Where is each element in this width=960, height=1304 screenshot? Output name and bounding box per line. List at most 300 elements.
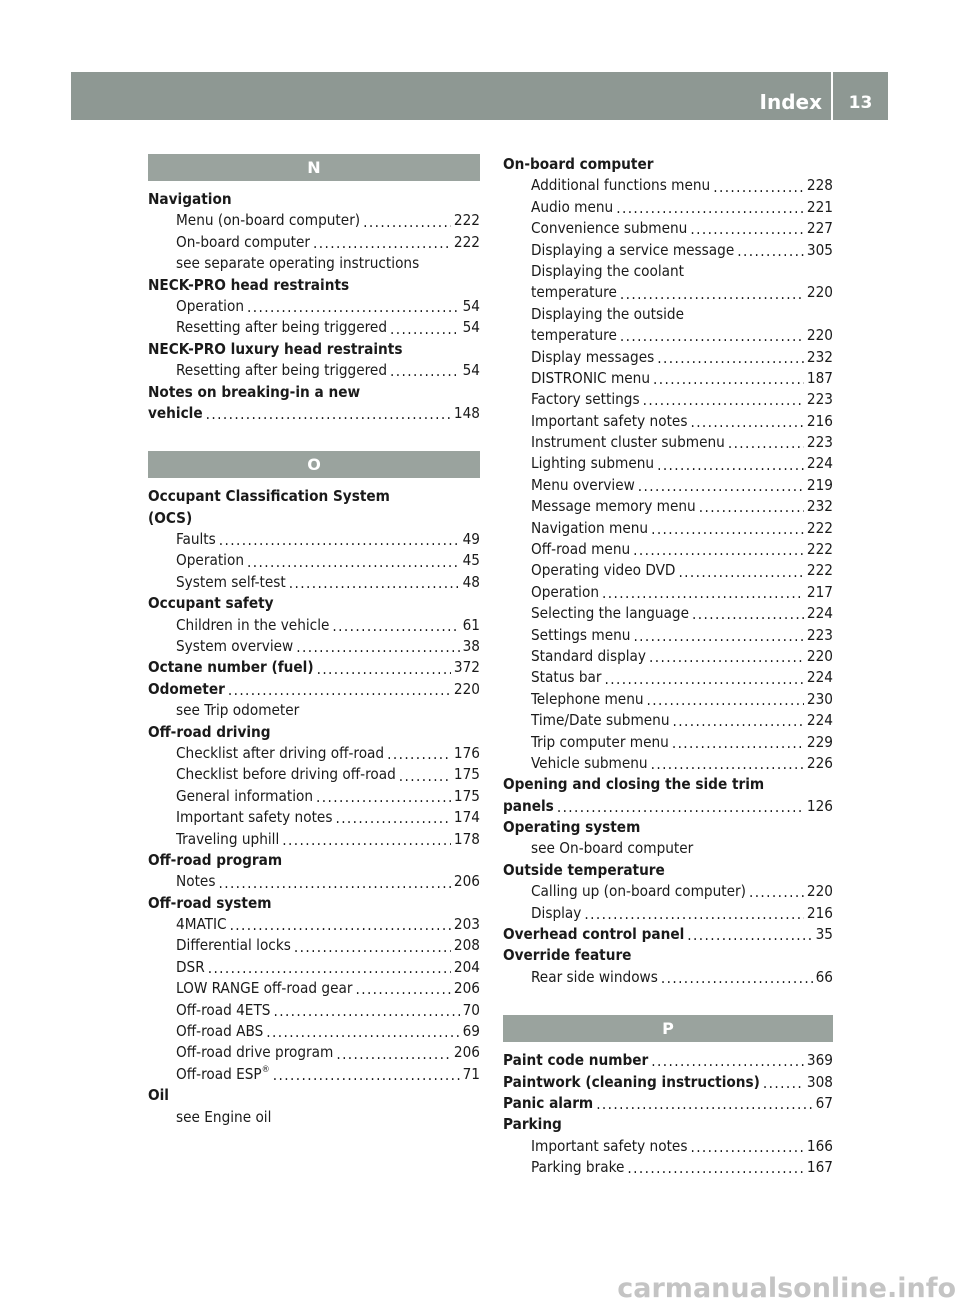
index-subentry — [148, 1107, 480, 1128]
page-reference: 224 — [806, 668, 833, 687]
page-reference: 222 — [806, 561, 833, 580]
entry-label — [531, 1157, 624, 1178]
index-subentry — [148, 871, 480, 892]
dot-leader — [651, 1051, 804, 1072]
entry-label — [503, 945, 631, 966]
dot-leader — [363, 211, 451, 232]
dot-leader — [605, 668, 804, 689]
entry-label — [531, 218, 687, 239]
index-entry — [148, 339, 480, 360]
entry-text: Off-road drive program — [176, 1043, 334, 1062]
page-reference: 54 — [462, 296, 480, 315]
section-title: Index — [759, 90, 822, 114]
entry-text: Convenience submenu — [531, 219, 688, 238]
page-reference: 49 — [462, 530, 480, 549]
page-reference: 369 — [806, 1051, 833, 1070]
page-reference: 226 — [806, 753, 833, 772]
entry-label — [176, 829, 279, 850]
index-entry — [503, 1093, 833, 1114]
index-subentry — [148, 978, 480, 999]
index-entry — [503, 1072, 833, 1093]
entry-label — [531, 389, 640, 410]
page-reference: 217 — [806, 582, 833, 601]
entry-text: Operation — [531, 582, 599, 601]
entry-text: Off-road system — [148, 893, 272, 912]
entry-label — [176, 1021, 263, 1042]
entry-label — [148, 382, 360, 403]
dot-leader — [355, 979, 450, 1000]
index-subentry — [148, 700, 480, 721]
page-number: 13 — [848, 93, 873, 113]
page-reference: 222 — [453, 211, 480, 230]
dot-leader — [557, 796, 804, 817]
index-subentry — [148, 317, 480, 338]
index-column-right — [503, 154, 833, 1179]
page-reference: 208 — [453, 936, 480, 955]
index-subentry — [148, 743, 480, 764]
dot-leader — [208, 957, 451, 978]
index-subentry — [503, 903, 833, 924]
page-reference: 220 — [806, 882, 833, 901]
dot-leader — [651, 753, 804, 774]
entry-label — [148, 657, 314, 678]
entry-text: General information — [176, 786, 314, 805]
index-entry — [503, 924, 833, 945]
entry-label — [176, 317, 387, 338]
entry-label — [503, 860, 665, 881]
index-subentry — [148, 210, 480, 231]
index-subentry — [503, 368, 833, 389]
entry-text: Off-road menu — [531, 540, 631, 559]
index-subentry — [503, 518, 833, 539]
entry-text: NECK-PRO luxury head restraints — [148, 339, 403, 358]
page-reference: 69 — [462, 1022, 480, 1041]
index-entry — [148, 486, 480, 507]
index-subentry — [503, 282, 833, 303]
index-entry — [503, 1114, 833, 1135]
dot-leader — [620, 326, 804, 347]
index-subentry — [503, 625, 833, 646]
entry-text: panels — [503, 796, 554, 815]
dot-leader — [218, 872, 450, 893]
index-subentry — [503, 496, 833, 517]
entry-label — [503, 796, 554, 817]
entry-text: Audio menu — [531, 197, 614, 216]
index-subentry — [148, 360, 480, 381]
index-subentry — [503, 261, 833, 282]
entry-label — [531, 432, 725, 453]
entry-text: LOW RANGE off-road gear — [176, 979, 353, 998]
dot-leader — [273, 1000, 459, 1021]
dot-leader — [390, 361, 460, 382]
page-reference: 54 — [462, 361, 480, 380]
page-reference: 70 — [462, 1000, 480, 1019]
page-reference: 176 — [453, 743, 480, 762]
dot-leader — [713, 176, 804, 197]
entry-label — [176, 1042, 333, 1063]
entry-text: Off-road 4ETS — [176, 1000, 271, 1019]
page-reference: 220 — [806, 326, 833, 345]
page-reference: 175 — [453, 765, 480, 784]
entry-text: 4MATIC — [176, 915, 227, 934]
entry-label — [531, 560, 675, 581]
entry-text: Operating video DVD — [531, 561, 676, 580]
index-entry — [148, 275, 480, 296]
entry-label — [531, 539, 630, 560]
entry-text: Displaying the coolant — [531, 261, 685, 280]
entry-text: Navigation — [148, 189, 232, 208]
index-entry — [503, 154, 833, 175]
dot-leader — [620, 283, 804, 304]
page-reference: 223 — [806, 625, 833, 644]
page-reference: 38 — [462, 637, 480, 656]
entry-label — [176, 210, 360, 231]
entry-text: temperature — [531, 326, 617, 345]
index-subentry — [148, 572, 480, 593]
index-entry — [503, 1050, 833, 1071]
page-reference: 230 — [806, 689, 833, 708]
entry-text: Menu overview — [531, 475, 635, 494]
page-reference: 187 — [806, 368, 833, 387]
entry-label — [148, 1085, 169, 1106]
page-reference: 48 — [462, 572, 480, 591]
entry-label — [176, 360, 387, 381]
entry-text: Paintwork (cleaning instructions) — [503, 1072, 760, 1091]
index-subentry — [503, 539, 833, 560]
entry-text: Off-road program — [148, 850, 283, 869]
entry-label — [531, 453, 654, 474]
entry-label — [531, 282, 617, 303]
entry-text: Occupant safety — [148, 594, 274, 613]
entry-text: Opening and closing the side trim — [503, 775, 765, 794]
entry-text: Calling up (on-board computer) — [531, 882, 746, 901]
index-subentry — [503, 582, 833, 603]
entry-text: Settings menu — [531, 625, 631, 644]
index-subentry — [148, 1021, 480, 1042]
index-entry — [503, 817, 833, 838]
index-subentry — [148, 764, 480, 785]
page-reference: 167 — [806, 1158, 833, 1177]
entry-label — [531, 304, 684, 325]
index-entry — [503, 945, 833, 966]
index-entry — [148, 508, 480, 529]
registered-mark: ® — [261, 1064, 270, 1075]
dot-leader — [289, 572, 460, 593]
page-reference: 216 — [806, 411, 833, 430]
page-reference: 232 — [806, 497, 833, 516]
index-subentry — [503, 475, 833, 496]
page-reference: 219 — [806, 475, 833, 494]
index-subentry — [148, 786, 480, 807]
index-subentry — [148, 615, 480, 636]
dot-leader — [690, 1136, 803, 1157]
dot-leader — [596, 1093, 812, 1114]
entry-label — [531, 582, 599, 603]
index-subentry — [503, 667, 833, 688]
entry-text: see On-board computer — [531, 839, 694, 858]
entry-label — [503, 1114, 562, 1135]
dot-leader — [247, 551, 460, 572]
entry-text: Resetting after being triggered — [176, 361, 388, 380]
page-reference: 308 — [806, 1072, 833, 1091]
index-entry — [148, 382, 480, 403]
entry-label — [531, 1136, 687, 1157]
entry-text: Off-road ESP — [176, 1064, 262, 1083]
index-subentry — [503, 218, 833, 239]
page-reference: 224 — [806, 604, 833, 623]
entry-label — [148, 722, 271, 743]
entry-text: Navigation menu — [531, 518, 649, 537]
index-entry — [503, 774, 833, 795]
index-entry — [503, 796, 833, 817]
entry-text: Operation — [176, 296, 244, 315]
entry-label — [176, 636, 293, 657]
entry-text: see Trip odometer — [176, 701, 300, 720]
index-subentry — [503, 325, 833, 346]
index-subentry — [503, 240, 833, 261]
page-reference: 66 — [815, 967, 833, 986]
dot-leader — [266, 1021, 459, 1042]
entry-text: Checklist after driving off-road — [176, 743, 385, 762]
dot-leader — [616, 197, 804, 218]
page-reference: 178 — [453, 829, 480, 848]
index-subentry — [503, 432, 833, 453]
page-reference: 174 — [453, 808, 480, 827]
entry-text: Time/Date submenu — [531, 711, 670, 730]
dot-leader — [647, 689, 804, 710]
page-reference: 216 — [806, 903, 833, 922]
dot-leader — [335, 808, 450, 829]
dot-leader — [638, 475, 804, 496]
index-subentry — [503, 839, 833, 860]
entry-text: see separate operating instructions — [176, 254, 420, 273]
index-subentry — [503, 304, 833, 325]
entry-label — [176, 1064, 270, 1085]
dot-leader — [690, 219, 804, 240]
entry-text: Standard display — [531, 646, 646, 665]
entry-label — [148, 189, 232, 210]
entry-text: Message memory menu — [531, 497, 696, 516]
index-subentry — [503, 560, 833, 581]
index-subentry — [503, 732, 833, 753]
entry-text: Checklist before driving off-road — [176, 765, 396, 784]
page-reference: 222 — [806, 540, 833, 559]
entry-label — [148, 275, 349, 296]
entry-text: Display messages — [531, 347, 655, 366]
entry-label — [531, 261, 684, 282]
dot-leader — [230, 915, 451, 936]
index-subentry — [148, 1000, 480, 1021]
entry-text: On-board computer — [176, 232, 311, 251]
dot-leader — [690, 411, 803, 432]
entry-text: see Engine oil — [176, 1107, 272, 1126]
entry-label — [176, 935, 291, 956]
page-reference: 148 — [453, 403, 480, 422]
entry-label — [531, 732, 669, 753]
entry-text: Differential locks — [176, 936, 291, 955]
section-spacer — [148, 424, 480, 451]
dot-leader — [390, 318, 460, 339]
entry-label — [176, 572, 286, 593]
entry-text: (OCS) — [148, 508, 193, 527]
watermark: carmanualsonline.info — [617, 1273, 956, 1304]
entry-text: Status bar — [531, 668, 602, 687]
entry-text: System overview — [176, 637, 294, 656]
entry-label — [176, 914, 227, 935]
entry-label — [531, 411, 687, 432]
section-spacer — [503, 988, 833, 1015]
page-reference: 126 — [806, 796, 833, 815]
index-entry — [503, 860, 833, 881]
dot-leader — [219, 529, 460, 550]
letter-section-header: O — [148, 451, 480, 478]
dot-leader — [602, 582, 804, 603]
page-reference: 54 — [462, 318, 480, 337]
index-entry — [148, 1085, 480, 1106]
page-reference: 220 — [806, 283, 833, 302]
entry-label — [531, 903, 581, 924]
entry-text: Menu (on-board computer) — [176, 211, 361, 230]
index-subentry — [148, 1042, 480, 1063]
entry-label — [531, 881, 746, 902]
page-reference: 204 — [453, 957, 480, 976]
entry-label — [531, 753, 648, 774]
page-reference: 71 — [462, 1064, 480, 1083]
page-reference: 45 — [462, 551, 480, 570]
page-reference: 221 — [806, 197, 833, 216]
entry-label — [148, 850, 282, 871]
index-entry — [148, 722, 480, 743]
entry-text: Notes on breaking-in a new — [148, 382, 361, 401]
entry-text: Occupant Classification System — [148, 487, 390, 506]
index-subentry — [503, 603, 833, 624]
entry-text: Operation — [176, 551, 244, 570]
page-reference: 229 — [806, 732, 833, 751]
entry-text: Important safety notes — [531, 411, 688, 430]
index-entry — [148, 593, 480, 614]
dot-leader — [584, 903, 804, 924]
entry-text: Off-road driving — [148, 722, 271, 741]
index-subentry — [503, 1157, 833, 1178]
index-subentry — [148, 829, 480, 850]
page-reference: 223 — [806, 390, 833, 409]
entry-label — [176, 232, 310, 253]
entry-label — [148, 486, 390, 507]
entry-label — [176, 529, 216, 550]
entry-text: Factory settings — [531, 390, 640, 409]
entry-text: Important safety notes — [531, 1136, 688, 1155]
entry-text: Instrument cluster submenu — [531, 433, 725, 452]
entry-label — [531, 710, 670, 731]
entry-text: Paint code number — [503, 1051, 649, 1070]
index-subentry — [503, 881, 833, 902]
entry-text: Outside temperature — [503, 860, 665, 879]
index-subentry — [503, 646, 833, 667]
index-subentry — [503, 389, 833, 410]
entry-text: Faults — [176, 530, 216, 549]
index-subentry — [148, 296, 480, 317]
index-entry — [148, 850, 480, 871]
index-entry — [148, 657, 480, 678]
dot-leader — [653, 368, 804, 389]
dot-leader — [627, 1158, 804, 1179]
entry-label — [176, 807, 332, 828]
letter-section-header: N — [148, 154, 480, 181]
page-reference: 224 — [806, 711, 833, 730]
dot-leader — [296, 636, 459, 657]
entry-label — [148, 593, 274, 614]
dot-leader — [316, 786, 451, 807]
entry-text: Telephone menu — [531, 689, 644, 708]
index-subentry — [148, 807, 480, 828]
page-reference: 61 — [462, 615, 480, 634]
dot-leader — [661, 967, 813, 988]
index-subentry — [503, 1136, 833, 1157]
dot-leader — [273, 1064, 460, 1085]
entry-text: Octane number (fuel) — [148, 658, 314, 677]
index-entry — [148, 679, 480, 700]
entry-label — [176, 1000, 270, 1021]
page-reference: 35 — [815, 925, 833, 944]
entry-label — [531, 967, 658, 988]
entry-label — [531, 667, 602, 688]
page-reference: 220 — [453, 679, 480, 698]
dot-leader — [206, 403, 451, 424]
entry-text: Notes — [176, 872, 216, 891]
dot-leader — [282, 829, 451, 850]
index-entry — [148, 403, 480, 424]
dot-leader — [317, 658, 451, 679]
dot-leader — [728, 432, 804, 453]
entry-text: Displaying the outside — [531, 304, 684, 323]
entry-text: Odometer — [148, 679, 225, 698]
entry-label — [148, 893, 271, 914]
dot-leader — [763, 1072, 804, 1093]
entry-label — [176, 296, 244, 317]
entry-label — [148, 508, 192, 529]
dot-leader — [332, 615, 459, 636]
entry-text: Display — [531, 903, 582, 922]
page-reference: 228 — [806, 176, 833, 195]
entry-text: System self-test — [176, 572, 286, 591]
dot-leader — [294, 936, 451, 957]
page-reference: 223 — [806, 433, 833, 452]
index-subentry — [503, 453, 833, 474]
dot-leader — [687, 924, 812, 945]
entry-label — [503, 1093, 593, 1114]
entry-text: Operating system — [503, 818, 641, 837]
entry-label — [531, 689, 644, 710]
dot-leader — [387, 743, 451, 764]
index-subentry — [503, 411, 833, 432]
entry-text: Off-road ABS — [176, 1022, 264, 1041]
entry-label — [176, 1107, 271, 1128]
index-subentry — [148, 1064, 480, 1085]
entry-label — [503, 1050, 648, 1071]
page-reference: 203 — [453, 915, 480, 934]
entry-text: DISTRONIC menu — [531, 368, 650, 387]
entry-label — [531, 197, 613, 218]
index-subentry — [148, 957, 480, 978]
index-subentry — [503, 710, 833, 731]
index-subentry — [503, 967, 833, 988]
entry-text: Override feature — [503, 946, 632, 965]
dot-leader — [692, 604, 804, 625]
dot-leader — [678, 561, 803, 582]
entry-label — [531, 838, 693, 859]
entry-text: Vehicle submenu — [531, 753, 648, 772]
index-entry — [148, 189, 480, 210]
